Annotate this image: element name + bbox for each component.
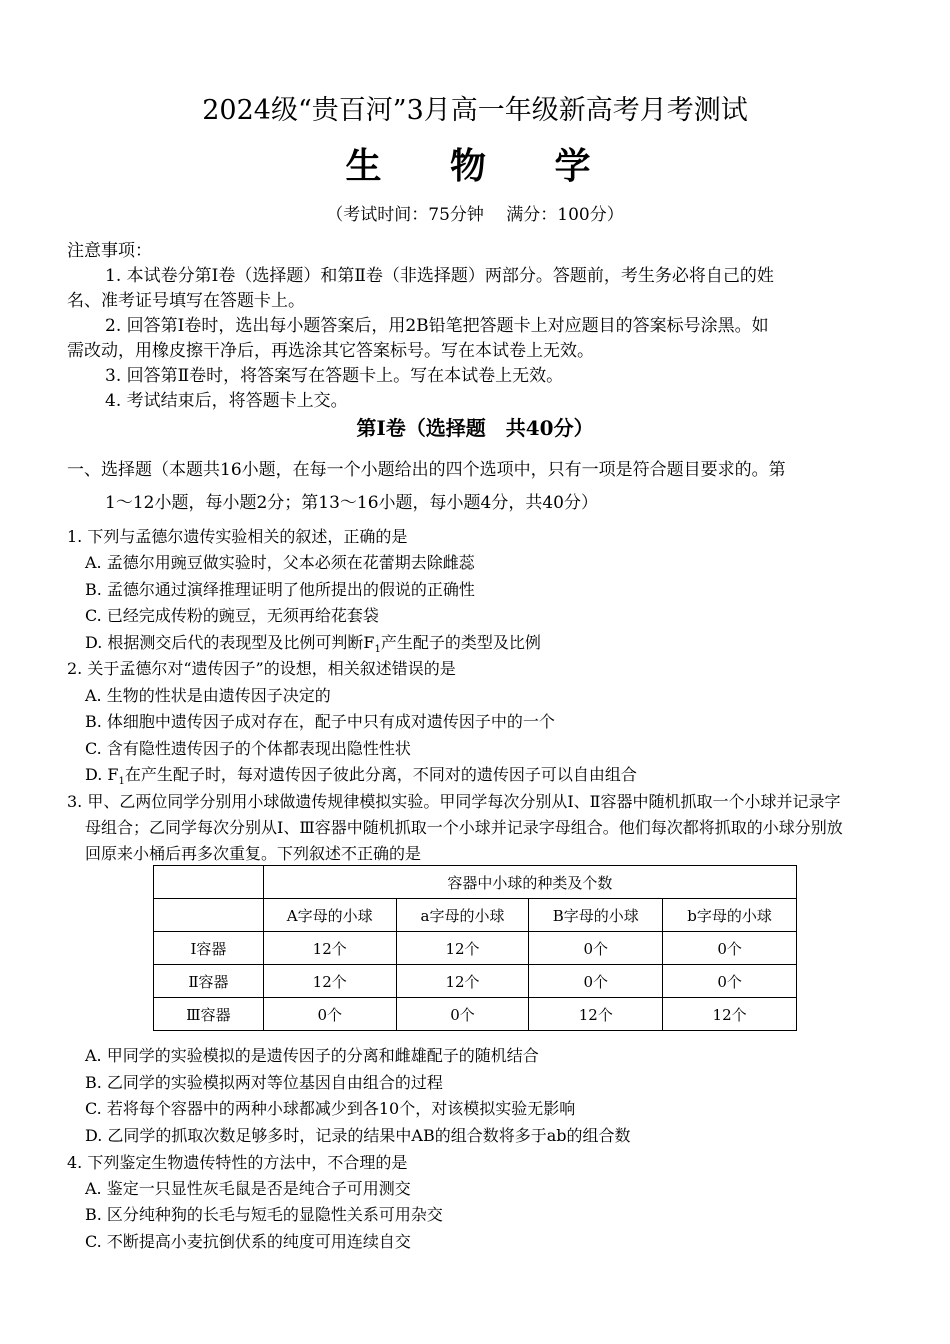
question-option: D. $F_1$在产生配子时，每对遗传因子彼此分离，不同对的遗传因子可以自由组合 — [85, 765, 637, 788]
subject-title: 生 物 学 — [345, 145, 619, 187]
table-cell: 0个 — [529, 965, 663, 998]
notice-line: 名、准考证号填写在答题卡上。 — [67, 291, 305, 311]
table-row — [154, 965, 797, 998]
table-cell: 0个 — [663, 965, 797, 998]
question-option: C. 已经完成传粉的豌豆，无须再给花套袋 — [85, 606, 379, 625]
table-cell: 12个 — [263, 932, 396, 965]
table-corner-cell — [154, 866, 264, 899]
question-option: C. 含有隐性遗传因子的个体都表现出隐性性状 — [85, 739, 411, 758]
question-option: A. 孟德尔用豌豆做实验时，父本必须在花蕾期去除雌蕊 — [85, 553, 475, 572]
exam-title: 2024级“贵百河”3月高一年级新高考月考测试 — [202, 95, 748, 126]
section-title: 第Ⅰ卷（选择题 共40分） — [356, 416, 594, 440]
table-group-header: 容器中小球的种类及个数 — [263, 866, 796, 899]
table-row — [154, 932, 797, 965]
table-cell: 12个 — [396, 932, 529, 965]
question-option: B. 体细胞中遗传因子成对存在，配子中只有成对遗传因子中的一个 — [85, 712, 555, 731]
notice-heading: 注意事项： — [67, 241, 152, 261]
notice-line: 3. 回答第Ⅱ卷时，将答案写在答题卡上。写在本试卷上无效。 — [105, 366, 564, 386]
table-row — [154, 866, 797, 899]
notice-line: 1. 本试卷分第Ⅰ卷（选择题）和第Ⅱ卷（非选择题）两部分。答题前，考生务必将自己的姓 — [105, 266, 774, 286]
question-option: D. 根据测交后代的表现型及比例可判断$F_1$产生配子的类型及比例 — [85, 633, 541, 656]
question-stem: 3. 甲、乙两位同学分别用小球做遗传规律模拟实验。甲同学每次分别从Ⅰ、Ⅱ容器中随机抓取一个小球并记录字 — [67, 792, 841, 811]
table-cell: 12个 — [529, 998, 663, 1031]
container-table — [153, 865, 797, 1031]
column-header: B字母的小球 — [529, 899, 663, 932]
table-cell: 0个 — [663, 932, 797, 965]
table-row — [154, 899, 797, 932]
notice-line: 2. 回答第Ⅰ卷时，选出每小题答案后，用2B铅笔把答题卡上对应题目的答案标号涂黑。如 — [105, 316, 769, 336]
question-option: B. 乙同学的实验模拟两对等位基因自由组合的过程 — [85, 1073, 443, 1092]
question-option: B. 区分纯种狗的长毛与短毛的显隐性关系可用杂交 — [85, 1205, 443, 1224]
row-label: Ⅱ容器 — [154, 965, 264, 998]
exam-info: （考试时间：75分钟 满分：100分） — [326, 205, 624, 225]
table-cell: 0个 — [263, 998, 396, 1031]
question-stem: 回原来小桶后再多次重复。下列叙述不正确的是 — [85, 844, 422, 863]
table-cell: 0个 — [529, 932, 663, 965]
question-stem: 1. 下列与孟德尔遗传实验相关的叙述，正确的是 — [67, 527, 408, 546]
question-option: A. 甲同学的实验模拟的是遗传因子的分离和雌雄配子的随机结合 — [85, 1046, 539, 1065]
question-stem: 4. 下列鉴定生物遗传特性的方法中，不合理的是 — [67, 1153, 408, 1172]
part-intro-line: 1～12小题，每小题2分；第13～16小题，每小题4分，共40分） — [105, 493, 598, 513]
row-label: Ⅰ容器 — [154, 932, 264, 965]
table-cell: 12个 — [396, 965, 529, 998]
table-cell: 12个 — [263, 965, 396, 998]
column-header: b字母的小球 — [663, 899, 797, 932]
question-option: A. 鉴定一只显性灰毛鼠是否是纯合子可用测交 — [85, 1179, 411, 1198]
notice-line: 需改动，用橡皮擦干净后，再选涂其它答案标号。写在本试卷上无效。 — [67, 341, 594, 361]
question-option: B. 孟德尔通过演绎推理证明了他所提出的假说的正确性 — [85, 580, 475, 599]
notice-line: 4. 考试结束后，将答题卡上交。 — [105, 391, 348, 411]
question-stem: 2. 关于孟德尔对“遗传因子”的设想，相关叙述错误的是 — [67, 659, 456, 678]
part-intro-line: 一、选择题（本题共16小题，在每一个小题给出的四个选项中，只有一项是符合题目要求的。第 — [67, 460, 786, 480]
question-option: C. 不断提高小麦抗倒伏系的纯度可用连续自交 — [85, 1232, 411, 1251]
question-option: C. 若将每个容器中的两种小球都减少到各10个，对该模拟实验无影响 — [85, 1099, 576, 1118]
table-cell: 0个 — [396, 998, 529, 1031]
column-header: a字母的小球 — [396, 899, 529, 932]
table-cell: 12个 — [663, 998, 797, 1031]
row-label: Ⅲ容器 — [154, 998, 264, 1031]
column-header: A字母的小球 — [263, 899, 396, 932]
question-option: A. 生物的性状是由遗传因子决定的 — [85, 686, 331, 705]
question-stem: 母组合；乙同学每次分别从Ⅰ、Ⅲ容器中随机抓取一个小球并记录字母组合。他们每次都将抓取的小球分别放 — [85, 818, 843, 837]
question-option: D. 乙同学的抓取次数足够多时，记录的结果中AB的组合数将多于ab的组合数 — [85, 1126, 631, 1145]
table-corner-cell — [154, 899, 264, 932]
table-row — [154, 998, 797, 1031]
